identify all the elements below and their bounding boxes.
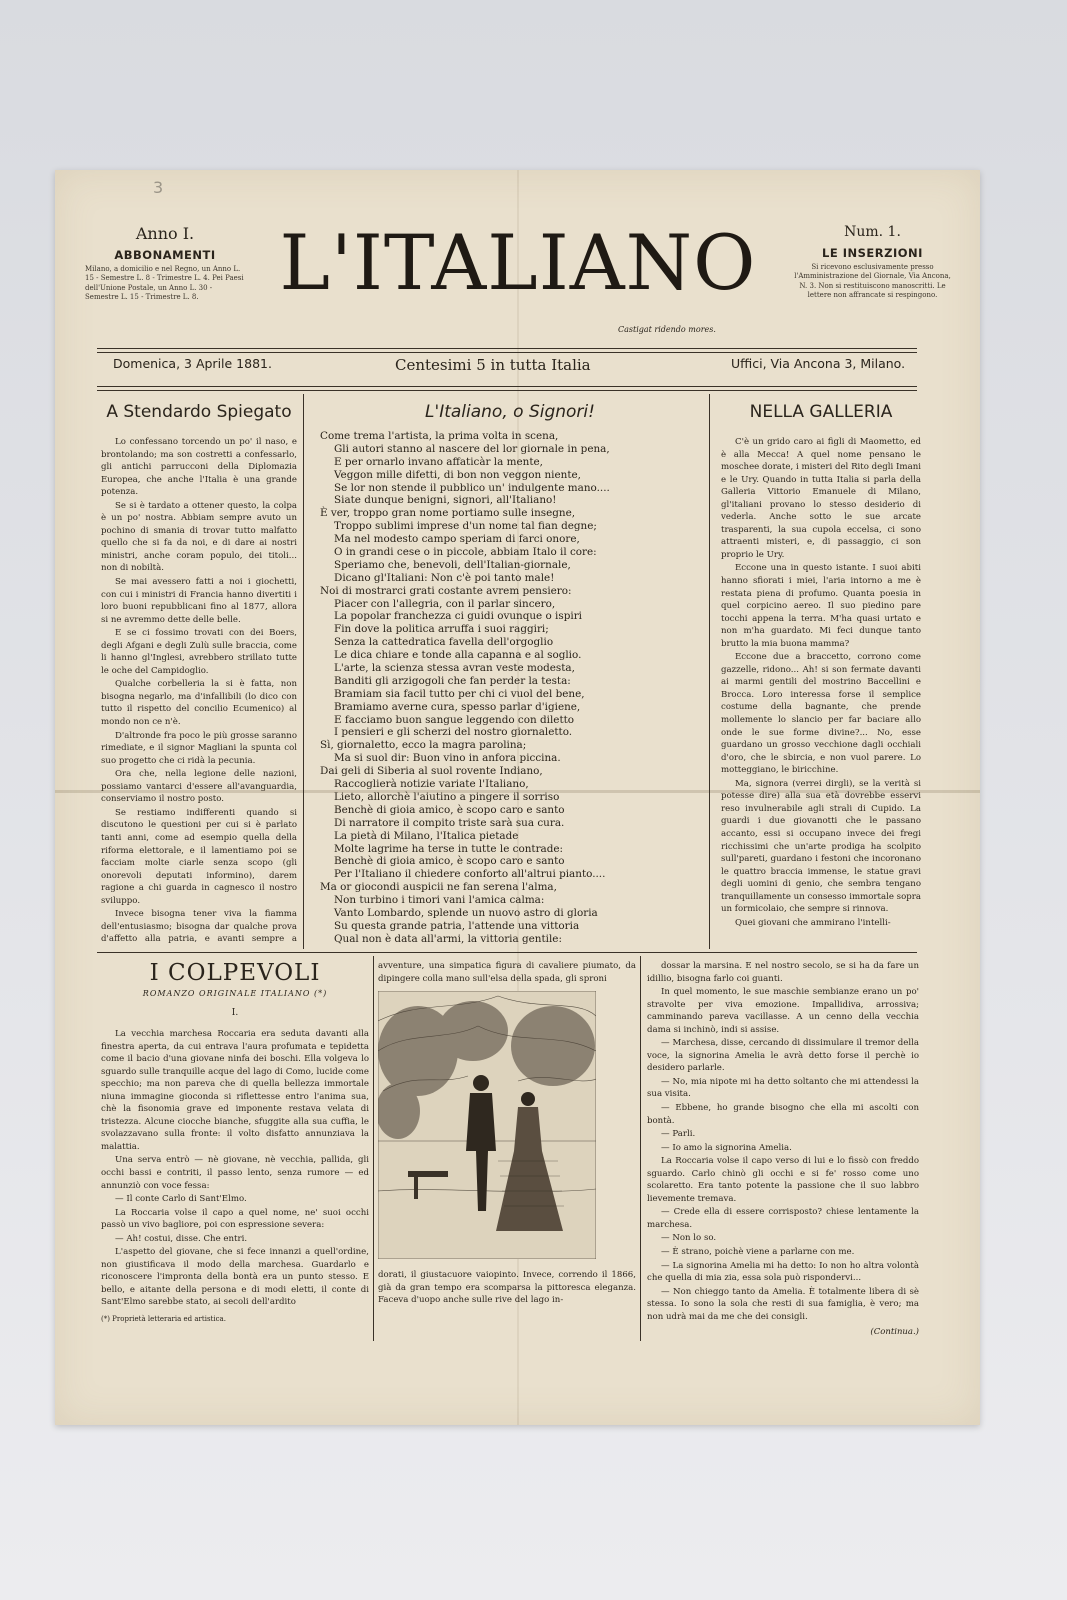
article-body [721,436,921,929]
price-line: Centesimi 5 in tutta Italia [395,356,591,374]
poem-line: Veggon mille difetti, di bon non veggon niente, [334,468,581,481]
abbonamenti-title: ABBONAMENTI [114,248,216,262]
romanzo-column [101,960,369,1340]
poem-line: Lieto, allorchè l'aiutino a pingere il sorriso [334,790,560,803]
paragraph: — No, mia nipote mi ha detto soltanto che mi attendessi la sua visita. [647,1076,919,1100]
poem-line: Gli autori stanno al nascere del lor giornale in pena, [334,442,610,455]
paragraph: — Non chieggo tanto da Amelia. È totalmente libera di sè stessa. Io sono la sola che resti di sua famiglia, è vero; ma non udrà mai da me che dei consigli. [647,1286,919,1322]
paragraph: La Roccaria volse il capo verso di lui e lo fissò con freddo sguardo. Carlo chinò gli occhi e si fe' rosso come uno scolaretto. Era tanto potente la passione che il suo labbro lievemente tremava. [647,1156,919,1204]
romanzo-body [101,1028,369,1309]
paragraph: Ma, signora (verrei dirgli), se la verità si potesse dire) alla sua età dovrebbe esservi reso invulnerabile agli strali di Cupido. La guardi i due giovanotti che le passano accanto, essi si occupano invece dei fregi ricchissimi che un'arte prodiga ha scolpito sull'pareti, guardano i festoni che incoronano le quattro braccia immense, le statue gravi degli uomini di genio, che sembra tengano tranquillamente un consesso immortale sopra un formicolaio, che sempre si rinnova. [721,778,921,915]
abbonamenti-text: Milano, a domicilio e nel Regno, un Anno L. 15 - Semestre L. 8 - Trimestre L. 4. Pei Paesi dell'Unione Postale, un Anno L. 30 - Semestre L. 15 - Trimestre L. 8. [85,265,244,302]
poem-line: Ma si suol dir: Buon vino in anfora piccina. [334,752,561,765]
paragraph: Eccone due a braccetto, corrono come gazzelle, ridono... Ah! si son fermate davanti ai marmi gentili del mostrino Baccellini e Brocca. Loro interessa forse il semplice costume della bagnante, che prende mollemente lo slancio per far baciare allo onde le sue forme divine?... No, esse guardano un grosso vecchione dagli occhiali d'oro, che le sbircia, e non vuol parere. Lo motteggiano, le biricchine. [721,652,921,776]
poem-line: Su questa grande patria, l'attende una vittoria [334,919,580,932]
article-galleria [721,402,921,947]
dateline-rule [97,386,917,387]
paragraph: D'altronde fra poco le più grosse saranno rimediate, e il signor Magliani la spunta col suo progetto che ci ridà la pecunia. [101,730,297,766]
motto: Castigat ridendo mores. [618,325,716,334]
poem-line: Benchè di gioia amico, è scopo caro e santo [334,803,565,816]
newspaper-page [55,170,980,1425]
paragraph: Se si è tardato a ottener questo, la colpa è un po' nostra. Abbiam sempre avuto un pochino di smania di trovar tutto malfatto quello che si fa da noi, e di dare ai nostri ministri, anche coram populo, dei titoli... non di nobiltà. [101,500,297,574]
poem-line: Bramiamo averne cura, spesso parlar d'igiene, [334,700,581,713]
poem-line: Dai geli di Siberia al suol rovente Indiano, [320,765,543,778]
poem-line: Piacer con l'allegria, con il parlar sincero, [334,597,556,610]
poem-line: Molte lagrime ha terse in tutte le contrade: [334,842,564,855]
article-stendardo [101,402,297,947]
romanzo-continuation-top: avventure, una simpatica figura di cavaliere piumato, da dipingere colla mano sull'elsa della spada, gli sproni [378,961,636,984]
paragraph: — Parli. [661,1129,696,1140]
paragraph: Qualche corbelleria la si è fatta, non bisogna negarlo, ma d'infallibili (lo dico con tutto il rispetto del concilio Ecumenico) al mondo non ce n'è. [101,679,297,728]
poem-line: Le dica chiare e tonde alla capanna e al soglio. [334,649,582,662]
paragraph: — Io amo la signorina Amelia. [661,1142,792,1153]
poem-line: Bramiam sia facil tutto per chi ci vuol del bene, [334,687,585,700]
pencil-mark: 3 [153,178,164,197]
poem-line: E facciamo buon sangue leggendo con diletto [334,713,575,726]
poem-body [320,430,700,947]
paragraph: — Non lo so. [661,1233,717,1244]
paragraph: — La signorina Amelia mi ha detto: Io non ho altra volontà che quella di mia zia, essa sola può rispondervi... [647,1260,919,1284]
column-divider [303,394,304,949]
article-heading: A Stendardo Spiegato [106,402,292,422]
poem-line: Se lor non stende il pubblico un' indulgente mano.... [334,481,610,494]
dateline-rule [97,390,917,391]
footnote: (*) Proprietà letteraria ed artistica. [101,1315,226,1324]
romanzo-subtitle: ROMANZO ORIGINALE ITALIANO (*) [142,989,328,998]
section-divider [97,952,917,953]
poem-line: Di narratore il compito triste sarà sua cura. [334,816,565,829]
engraving-illustration [378,991,596,1259]
poem-line: Troppo sublimi imprese d'un nome tal fian degne; [334,520,597,533]
poem-litaliano [320,402,700,947]
continua-note: (Continua.) [870,1327,919,1338]
anno-label: Anno I. [135,224,195,243]
issue-number: Num. 1. [844,224,901,240]
poem-line: Ma nel modesto campo speriam di farci onore, [334,533,580,546]
paragraph: La vecchia marchesa Roccaria era seduta davanti alla finestra aperta, da cui entrava l'aura profumata e tepidetta come il bacio d'una giovane ninfa dei boschi. Ella volgeva lo sguardo sulle tranquille acque del lago di Como, lucide come specchio; ma non pareva che di quella bellezza immortale niuna immagine gioconda si riflettesse entro l'anima sua, chè la fisonomia grave ed imponente restava velata di tristezza. Alcune ciocche bianche, sfuggite alla sua cuffia, le svolazzavano sulla fronte: il volto disfatto annunziava la malattia. [101,1029,369,1152]
poem-line: Raccoglierà notizie variate l'Italiano, [334,778,529,791]
poem-line: Fin dove la politica arruffa i suoi raggiri; [334,623,549,636]
paragraph: Eccone una in questo istante. I suoi abiti hanno sfiorati i miei, l'aria intorno a me è restata piena di profumo. Quanta poesia in quel corpicino aereo. Il suo piedino pare tocchi appena la terra. M'ha quasi urtato e non m'ha guardato. Mi feci dunque tanto brutto la mia buona mamma? [721,563,921,649]
poem-line: Siate dunque benigni, signori, all'Italiano! [334,494,557,507]
paragraph: L'aspetto del giovane, che si fece innanzi a quell'ordine, non giustificava il modo della marchesa. Guardarlo e riconoscere l'impronta della bontà era un punto stesso. E bello, e aitante della persona e di modi eletti, il conte di Sant'Elmo sarebbe stato, ai secoli dell'ardito [101,1247,369,1308]
column-divider [709,394,710,949]
romanzo-right-column [647,960,919,1340]
poem-line: Vanto Lombardo, splende un nuovo astro di gloria [334,906,598,919]
poem-line: Come trema l'artista, la prima volta in scena, [320,430,559,442]
paragraph: Se restiamo indifferenti quando si discutono le questioni per cui si è parlato tanti anni, come ad esempio quella della riforma elettorale, e il lamentiamo poi se facciam molte ciarle senza scopo (gli onorevoli deputati informino), darem ragione a chi guarda in cagnesco il nostro sviluppo. [101,807,297,906]
poem-line: Non turbino i timori vani l'amica calma: [334,894,545,907]
poem-line [320,946,700,947]
masthead-right-box [790,224,955,301]
paragraph: — Marchesa, disse, cercando di dissimulare il tremor della voce, la signorina Amelia le avrà detto forse il perchè io desidero parlarle. [647,1038,919,1074]
romanzo-right-body [647,960,919,1323]
poem-line: L'arte, la scienza stessa avran veste modesta, [334,662,575,675]
paragraph: Se mai avessero fatti a noi i giochetti, con cui i ministri di Francia hanno divertiti i loro buoni repubblicani fino al 1877, allora si ne avremmo dette delle belle. [101,577,297,625]
paragraph: Lo confessano torcendo un po' il naso, e brontolando; ma son costretti a confessarlo, gli antichi parrucconi della Diplomazia Europea, che anche l'Italia è una grande potenza. [101,437,297,498]
date-line: Domenica, 3 Aprile 1881. [113,356,272,371]
paragraph: La Roccaria volse il capo a quel nome, ne' suoi occhi passò un vivo bagliore, poi con espressione severa: [101,1207,369,1231]
poem-line: E per ornarlo invano affaticàr la mente, [334,455,543,468]
poem-line: La popolar franchezza ci guidi ovunque o ispiri [334,610,582,623]
poem-line: Qual non è data all'armi, la vittoria gentile: [334,932,562,945]
paragraph: dossar la marsina. E nel nostro secolo, se si ha da fare un idillio, bisogna farlo coi guanti. [647,961,919,984]
poem-line: Banditi gli arzigogoli che fan perder la testa: [334,674,571,687]
paragraph: C'è un grido caro ai figli di Maometto, ed è alla Mecca! A quel nome pensano le moschee dorate, i misteri del Rito degli Imani e le Ury. Quando in tutta Italia si parla della Galleria Vittorio Emanuele di Milano, gl'italiani provano lo stesso desiderio di vederla. Anche sotto le sue arcate trasparenti, la sua cupola eccelsa, ci sono attraenti misteri, e, di passaggio, ci son proprio le Ury. [721,437,921,560]
inserzioni-title: LE INSERZIONI [822,246,923,260]
poem-line: Ma or giocondi auspicii ne fan serena l'alma, [320,881,557,894]
newspaper-title: L'ITALIANO [279,218,757,307]
paragraph: E se ci fossimo trovati con dei Boers, degli Afgani e degli Zulù sulle braccia, come li hanno gl'Inglesi, avrebbero strillato tutte le oche del Campidoglio. [101,628,297,676]
romanzo-illustration-column [378,960,636,1340]
masthead-rule [97,352,917,353]
poem-line: Speriamo che, benevoli, dell'Italian-giornale, [334,558,571,571]
chapter-number: I. [231,1008,239,1018]
paragraph: Ora che, nella legione delle nazioni, possiamo vantarci d'essere all'avanguardia, conserviamo il nostro posto. [101,769,297,805]
poem-line: È ver, troppo gran nome portiamo sulle insegne, [320,507,576,520]
poem-line: La pietà di Milano, l'Italica pietade [334,829,519,842]
romanzo-continuation-bottom: dorati, il giustacuore vaiopinto. Invece, correndo il 1866, già da gran tempo era scomparsa la pittoresca eleganza. Faceva d'uopo anche sulle rive del lago in- [378,1270,636,1306]
poem-line: Senza la cattedratica favella dell'orgoglio [334,636,554,649]
poem-line: Dicano gl'Italiani: Non c'è poi tanto male! [334,571,555,584]
masthead-rule [97,348,917,349]
poem-line: Sì, giornaletto, ecco la magra parolina; [320,739,527,752]
masthead-left-box [85,224,245,303]
paragraph: — Ah! costui, disse. Che entri. [115,1233,248,1244]
inserzioni-text: Si ricevono esclusivamente presso l'Amministrazione del Giornale, Via Ancona, N. 3. Non si restituiscono manoscritti. Le lettere non affrancate si respingono. [794,263,951,300]
paragraph: Quei giovani che ammirano l'intelli- [735,917,891,928]
paragraph: Invece bisogna tener viva la fiamma dell'entusiasmo; bisogna dar qualche prova d'affetto alla patria, e avanti sempre a [101,909,297,945]
poem-line: Per l'Italiano il chiedere conforto all'altrui pianto.... [334,868,606,881]
paragraph: — Crede ella di essere corrisposto? chiese lentamente la marchesa. [647,1207,919,1230]
paragraph: Una serva entrò — nè giovane, nè vecchia, pallida, gli occhi bassi e contriti, il passo lento, senza rumore — ed annunziò con voce fessa: [101,1155,369,1191]
column-divider [373,956,374,1341]
poem-heading: L'Italiano, o Signori! [425,402,595,422]
poem-line: Benchè di gioia amico, è scopo caro e santo [334,855,565,868]
poem-line: O in grandi cese o in piccole, abbiam Italo il core: [334,546,597,559]
paragraph: — Ebbene, ho grande bisogno che ella mi ascolti con bontà. [647,1103,919,1126]
poem-line: Noi di mostrarci grati costante avrem pensiero: [320,584,572,597]
column-divider [640,956,641,1341]
paragraph: — È strano, poichè viene a parlarne con me. [661,1247,855,1258]
poem-line: I pensieri e gli scherzi del nostro giornaletto. [334,726,573,739]
office-line: Uffici, Via Ancona 3, Milano. [731,356,906,371]
paragraph: In quel momento, le sue maschie sembianze erano un po' stravolte per viva emozione. Impallidiva, arrossiva; camminando pareva vacillasse. A un cenno della vecchia dama si inchinò, indi si assise. [647,987,919,1035]
romanzo-title: I COLPEVOLI [149,960,321,986]
article-heading: NELLA GALLERIA [749,402,893,422]
paragraph: — Il conte Carlo di Sant'Elmo. [115,1194,247,1205]
article-body [101,436,297,947]
